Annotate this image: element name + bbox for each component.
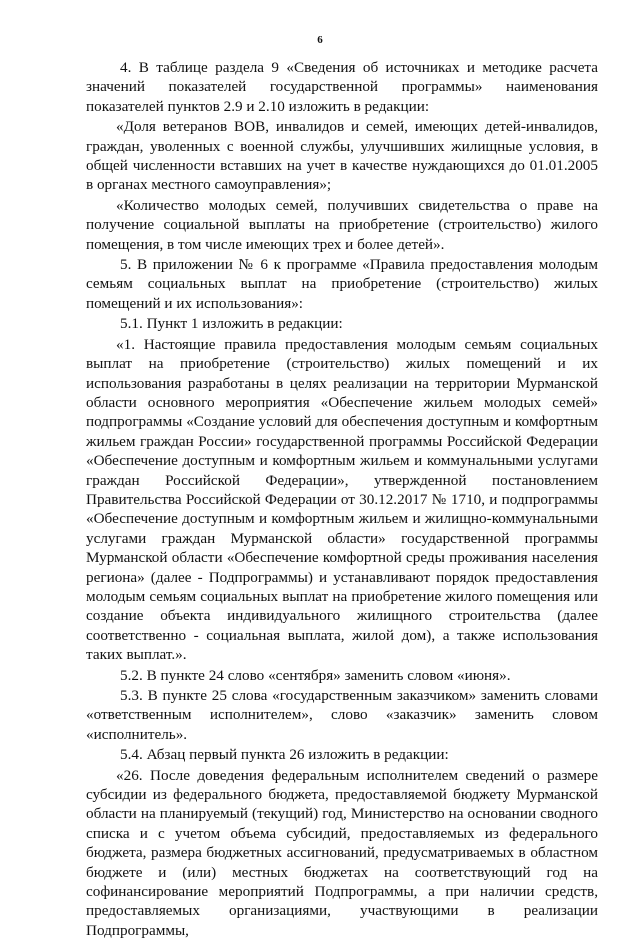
paragraph-item-5-2: 5.2. В пункте 24 слово «сентября» заменить словом «июня».: [120, 666, 511, 684]
paragraph-item-5-3: 5.3. В пункте 25 слова «государственным заказчиком» заменить словами «ответственным исполнителем», слово «заказчик» заменить словом «исполнитель».: [86, 687, 598, 743]
paragraph-quote-point-26: «26. После доведения федеральным исполнителем сведений о размере субсидии из федерального бюджета, предоставляемой бюджету Мурманской области на планируемый (текущий) год, Министерство на основании сводного списка и с учетом объема субсидий, предоставляемых из федерального бюджета, размера бюджетных ассигнований, предусматриваемых в областном бюджете и (или) местных бюджетах на соответствующий год на софинансирование мероприятий Подпрограммы, а при наличии средств, предоставляемых организациями, участвующими в реализации Подпрограммы,: [86, 766, 598, 939]
document-body: [86, 58, 598, 941]
paragraph-item-5: 5. В приложении № 6 к программе «Правила предоставления молодым семьям социальных выплат на приобретение (строительство) жилых помещений и их использования»:: [86, 256, 598, 312]
paragraph-quote-indicator-2-9: «Доля ветеранов ВОВ, инвалидов и семей, имеющих детей-инвалидов, граждан, уволенных с военной службы, улучшивших жилищные условия, в общей численности вставших на учет в качестве нуждающихся до 01.01.2005 в органах местного самоуправления»;: [86, 118, 598, 194]
paragraph-item-5-1: 5.1. Пункт 1 изложить в редакции:: [120, 315, 343, 333]
page-number: 6: [317, 34, 323, 46]
paragraph-item-4: 4. В таблице раздела 9 «Сведения об источниках и методике расчета значений показателей государственной программы» наименования показателей пунктов 2.9 и 2.10 изложить в редакции:: [86, 59, 598, 115]
paragraph-item-5-4: 5.4. Абзац первый пункта 26 изложить в редакции:: [120, 746, 449, 764]
paragraph-quote-indicator-2-10: «Количество молодых семей, получивших свидетельства о праве на получение социальной выплаты на приобретение (строительство) жилого помещения, в том числе имеющих трех и более детей».: [86, 196, 598, 253]
paragraph-quote-point-1: «1. Настоящие правила предоставления молодым семьям социальных выплат на приобретение (строительство) жилых помещений и их использования разработаны в целях реализации на территории Мурманской области основного мероприятия «Обеспечение жильем молодых семей» подпрограммы «Создание условий для обеспечения доступным и комфортным жильем граждан России» государственной программы Российской Федерации «Обеспечение доступным и комфортным жильем и коммунальными услугами граждан Российской Федерации», утвержденной постановлением Правительства Российской Федерации от 30.12.2017 № 1710, и подпрограммы «Обеспечение доступным и комфортным жильем и жилищно-коммунальными услугами граждан Мурманской области» государственной программы Мурманской области «Обеспечение комфортной среды проживания населения региона» (далее - Подпрограммы) и устанавливают порядок предоставления молодым семьям социальных выплат на приобретение жилого помещения или создание объекта индивидуального жилищного строительства (далее соответственно - социальная выплата, жилой дом), а также использования таких выплат.».: [86, 335, 598, 664]
